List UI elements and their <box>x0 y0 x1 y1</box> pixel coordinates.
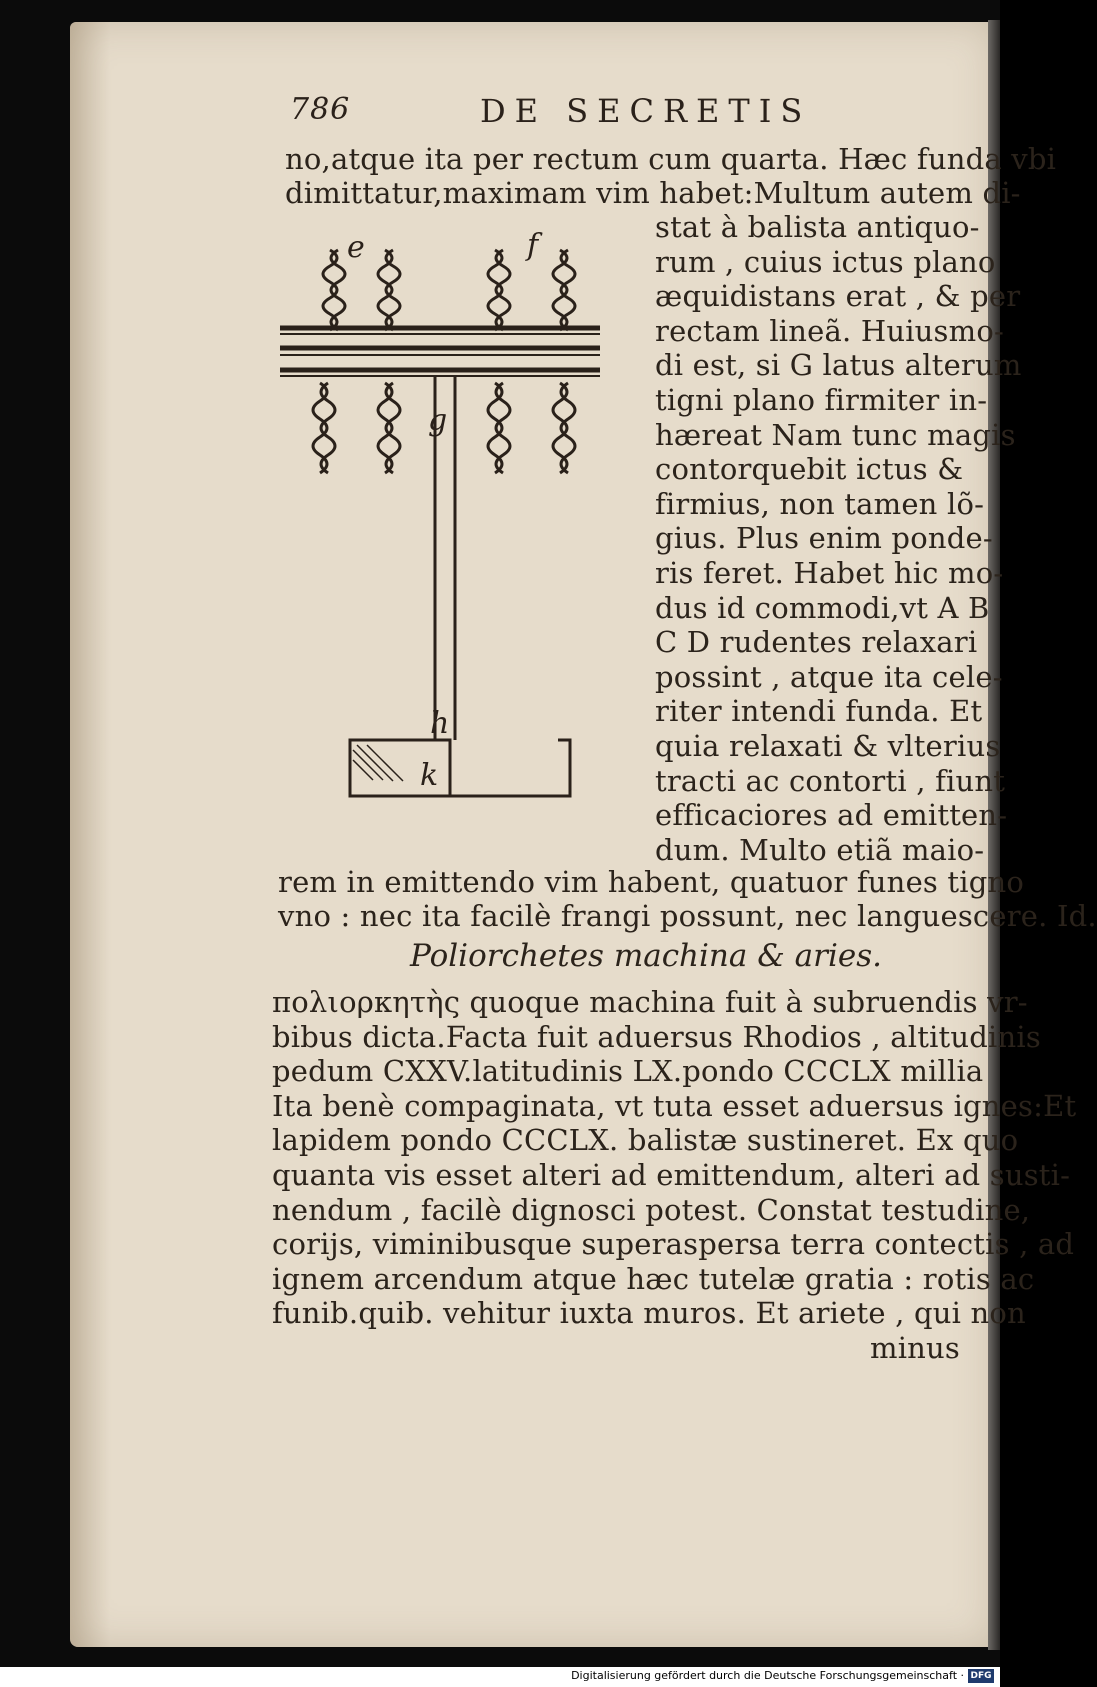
text-line: vno : nec ita facilè frangi possunt, nec languescere. Id. <box>278 899 1097 933</box>
text-line: hæreat Nam tunc magis <box>655 417 1016 452</box>
catchword: minus <box>870 1331 961 1365</box>
section-title: Poliorchetes machina & aries. <box>410 938 883 974</box>
text-line: riter intendi funda. Et <box>655 694 983 729</box>
twisted-rope-lower-3 <box>488 383 510 473</box>
text-line: pedum CXXV.latitudinis LX.pondo CCCLX millia <box>272 1054 984 1089</box>
sling-machine-figure <box>295 228 655 815</box>
dfg-logo: DFG <box>968 1669 994 1683</box>
text-line: no,atque ita per rectum cum quarta. Hæc funda vbi <box>285 142 1057 176</box>
text-line: rectam lineã. Huiusmo- <box>655 313 1005 348</box>
running-title: DE SECRETIS <box>480 92 812 130</box>
text-line: ignem arcendum atque hæc tutelæ gratia : rotis ac <box>272 1261 1035 1296</box>
text-line: dus id commodi,vt A B <box>655 590 990 625</box>
text-line: bibus dicta.Facta fuit aduersus Rhodios , altitudinis <box>272 1019 1041 1054</box>
figure-label-g: g <box>428 403 448 438</box>
text-line: lapidem pondo CCCLX. balistæ sustineret. Ex quo <box>272 1123 1019 1158</box>
text-line: Ita benè compaginata, vt tuta esset aduersus ignes:Et <box>272 1088 1077 1123</box>
figure-label-e: e <box>347 230 365 265</box>
twisted-rope-upper-4 <box>553 250 575 330</box>
text-line: dimittatur,maximam vim habet:Multum autem di- <box>285 176 1021 210</box>
text-line: gius. Plus enim ponde- <box>655 521 993 556</box>
text-line: rum , cuius ictus plano <box>655 244 996 279</box>
text-line: dum. Multo etiã maio- <box>655 832 985 867</box>
twisted-rope-lower-2 <box>378 383 400 473</box>
figure-label-k: k <box>420 758 439 793</box>
twisted-rope-upper-2 <box>378 250 400 330</box>
figure-label-f: f <box>527 228 539 263</box>
text-line: efficaciores ad emitten- <box>655 798 1008 833</box>
twisted-rope-lower-4 <box>553 383 575 473</box>
text-line: nendum , facilè dignosci potest. Constat testudine, <box>272 1192 1031 1227</box>
woodcut-diagram <box>295 228 655 815</box>
digitization-footer <box>0 1667 1000 1687</box>
text-line: ris feret. Habet hic mo- <box>655 556 1004 590</box>
text-line: contorquebit ictus & <box>655 452 964 487</box>
figure-label-h: h <box>430 706 450 741</box>
text-line: firmius, non tamen lõ- <box>655 486 985 521</box>
twisted-rope-lower-1 <box>313 383 335 473</box>
text-line: πολιορκητὴς quoque machina fuit à subruendis vr- <box>272 985 1028 1019</box>
text-line: tracti ac contorti , fiunt <box>655 763 1006 798</box>
text-line: di est, si G latus alterum <box>655 348 1022 383</box>
page-header <box>290 92 850 138</box>
text-line: stat à balista antiquo- <box>655 210 980 244</box>
text-line: corijs, viminibusque superaspersa terra contectis , ad <box>272 1227 1075 1262</box>
twisted-rope-upper-3 <box>488 250 510 330</box>
footer-credit: Digitalisierung gefördert durch die Deutsche Forschungsgemeinschaft · <box>571 1669 964 1682</box>
text-line: æquidistans erat , & per <box>655 279 1021 314</box>
twisted-rope-upper-1 <box>323 250 345 330</box>
text-line: tigni plano firmiter in- <box>655 383 988 417</box>
text-line: quanta vis esset alteri ad emittendum, alteri ad susti- <box>272 1158 1071 1192</box>
text-line: quia relaxati & vlterius <box>655 729 1001 763</box>
text-line: possint , atque ita cele- <box>655 659 1003 694</box>
text-line: funib.quib. vehitur iuxta muros. Et ariete , qui non <box>272 1296 1026 1331</box>
page-edge-shade <box>70 22 110 1647</box>
text-line: C D rudentes relaxari <box>655 625 978 660</box>
page-number: 786 <box>290 92 351 127</box>
text-line: rem in emittendo vim habent, quatuor funes tigno <box>278 865 1025 899</box>
